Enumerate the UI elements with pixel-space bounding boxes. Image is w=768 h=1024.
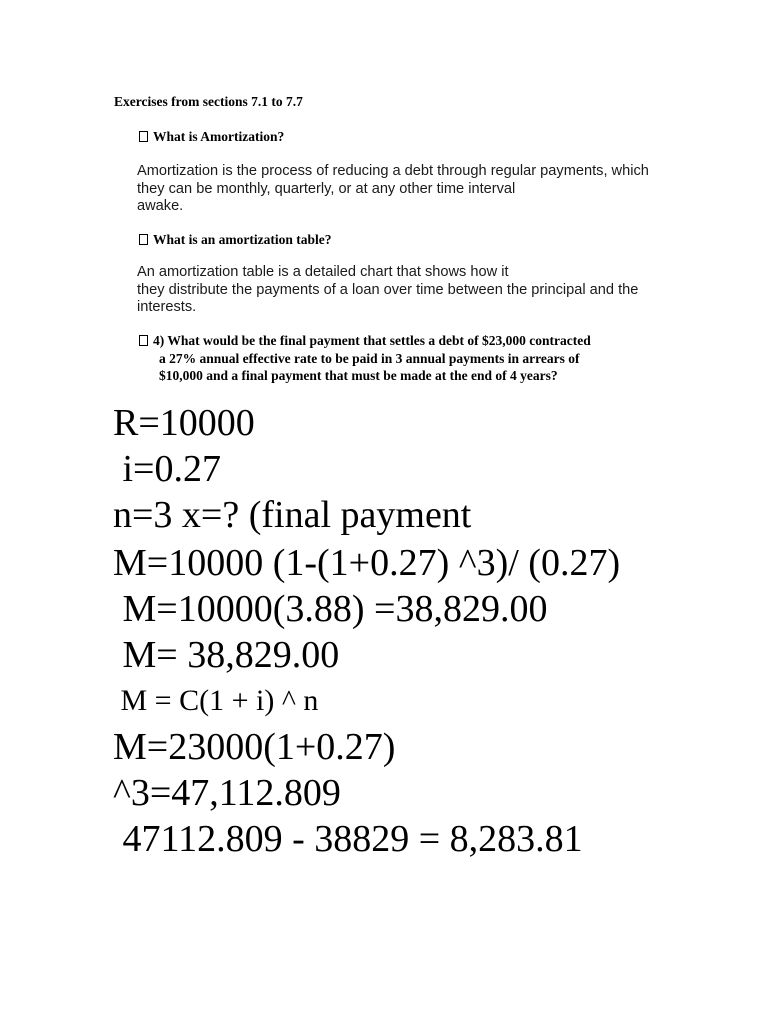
exercise-heading: Exercises from sections 7.1 to 7.7: [114, 94, 303, 109]
calc-line: M=23000(1+0.27): [113, 726, 396, 768]
question-2-title: [139, 232, 332, 248]
question-2-title-text: What is an amortization table?: [153, 232, 332, 247]
calc-line: i=0.27: [113, 448, 221, 490]
checkbox-icon: [139, 234, 148, 245]
question-4: [139, 332, 591, 385]
calc-line: M= 38,829.00: [113, 634, 340, 676]
calc-line: M=10000 (1-(1+0.27) ^3)/ (0.27): [113, 542, 621, 584]
answer-1-line: they can be monthly, quarterly, or at any other time interval: [137, 180, 516, 197]
question-1-title: [139, 129, 284, 145]
question-4-line-text: 4) What would be the final payment that settles a debt of $23,000 contracted: [153, 333, 591, 348]
calc-line: ^3=47,112.809: [113, 772, 341, 814]
calc-line: 47112.809 - 38829 = 8,283.81: [113, 818, 583, 860]
answer-2-line: they distribute the payments of a loan over time between the principal and the: [137, 281, 639, 298]
answer-2-line: An amortization table is a detailed chart that shows how it: [137, 264, 509, 280]
checkbox-icon: [139, 335, 148, 346]
calc-line: R=10000: [113, 402, 255, 444]
question-4-line: [139, 332, 591, 350]
answer-1-line: awake.: [137, 198, 184, 214]
calc-line: n=3 x=? (final payment: [113, 494, 472, 536]
question-4-line: a 27% annual effective rate to be paid in 3 annual payments in arrears of: [159, 350, 580, 366]
checkbox-icon: [139, 131, 148, 142]
answer-1-line: Amortization is the process of reducing a debt through regular payments, which: [137, 163, 649, 179]
calc-line: M=10000(3.88) =38,829.00: [113, 588, 548, 630]
calc-line: M = C(1 + i) ^ n: [113, 684, 319, 717]
answer-2-line: interests.: [137, 299, 197, 315]
question-1-title-text: What is Amortization?: [153, 129, 285, 144]
answer-1: [137, 163, 649, 216]
answer-2: [137, 264, 638, 317]
question-4-line: $10,000 and a final payment that must be made at the end of 4 years?: [159, 368, 558, 383]
